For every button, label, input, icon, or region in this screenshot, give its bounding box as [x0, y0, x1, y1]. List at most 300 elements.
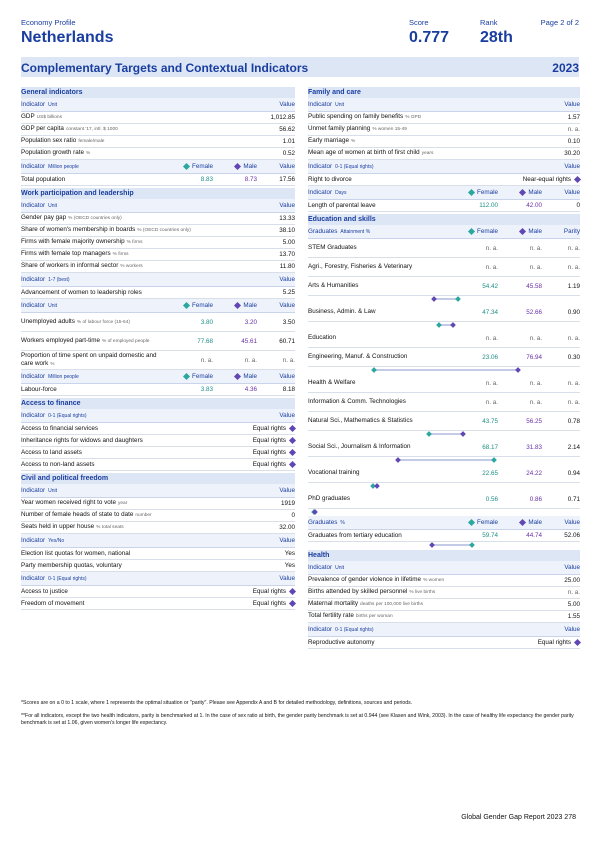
- row-female: 8.83: [200, 176, 213, 183]
- row-male: 8.73: [244, 176, 257, 183]
- row-label: [308, 576, 542, 585]
- row-unit: % firms: [126, 240, 143, 245]
- row-value-text: n. a.: [567, 126, 580, 133]
- row-value: [257, 562, 295, 569]
- row-label: [308, 379, 454, 387]
- row-label-text: Population sex ratio: [21, 137, 77, 144]
- header-indicator: [21, 202, 257, 209]
- row-value-text: 30.20: [564, 150, 580, 157]
- row-value-text: 52.06: [564, 532, 580, 539]
- footnote-2: **For all indicators, except the two health indicators, parity is benchmarked at 1. In the case of sex ratio at birth, the gender parity benchmark is set at 0.944 (see Klasen and Wink, 2003). In the case of healthy life expectancy the gender parity benchmark is set at 1.06, given women's longer life expectancy.: [21, 713, 574, 726]
- header-male: [498, 189, 542, 196]
- row-label-text: Number of female heads of state to date: [21, 511, 134, 518]
- row-value-text: 8.18: [282, 386, 295, 393]
- rights-diamond-icon: [289, 461, 296, 468]
- row-value-text: 0.52: [282, 150, 295, 157]
- row-unit: % total seats: [96, 525, 124, 530]
- row-value-text: Equal rights: [252, 449, 286, 456]
- row-label-text: GDP: [21, 113, 35, 120]
- row-value-text: 0.94: [567, 469, 580, 477]
- table-header-row: [21, 409, 295, 423]
- header-indicator: [21, 487, 257, 494]
- header-value: Value: [279, 373, 295, 380]
- rights-diamond-icon: [574, 639, 581, 646]
- row-value-text: Yes: [284, 550, 295, 557]
- section-title: Health: [308, 550, 580, 561]
- table-row: [21, 287, 295, 299]
- bar-line: [427, 433, 460, 435]
- row-label: [21, 461, 205, 469]
- row-value-text: 0: [291, 512, 295, 519]
- row-unit: constant '17, intl. $ 1000: [65, 127, 118, 132]
- header-unit: Unit: [48, 203, 58, 209]
- rank-label: Rank: [480, 18, 498, 27]
- row-label-text: Access to land assets: [21, 448, 82, 456]
- male-diamond-icon: [519, 189, 526, 196]
- row-unit: % (OECD countries only): [68, 216, 122, 221]
- table-row: [21, 498, 295, 510]
- row-label: [21, 226, 257, 235]
- row-label-text: Year women received right to vote: [21, 499, 116, 506]
- header-indicator: [21, 163, 169, 170]
- row-label-text: Freedom of movement: [21, 599, 85, 607]
- header-indicator-label: Indicator: [308, 189, 333, 196]
- row-value-text: 2.14: [567, 443, 580, 451]
- table-row: [308, 348, 580, 367]
- header-indicator-label: Indicator: [21, 163, 46, 170]
- header-female: [169, 163, 213, 170]
- row-value-text: Equal rights: [252, 600, 286, 607]
- table-row: [308, 393, 580, 412]
- female-diamond-icon: [183, 302, 190, 309]
- header-indicator: [21, 412, 257, 419]
- header-value: Value: [279, 101, 295, 108]
- header-female-label: Female: [477, 519, 498, 526]
- table-row: [21, 225, 295, 237]
- table-row: [308, 599, 580, 611]
- row-value: [257, 338, 295, 345]
- table-row: [308, 464, 580, 483]
- row-label: [308, 417, 454, 425]
- header-male-label: Male: [243, 163, 257, 170]
- header-unit: 0-1 (Equal rights): [335, 627, 374, 633]
- row-unit: % of employed people: [101, 338, 150, 344]
- table-row: [21, 174, 295, 186]
- gender-bar: [308, 367, 580, 373]
- row-value-text: 0.90: [567, 308, 580, 316]
- row-value-text: 1,012.85: [270, 114, 295, 121]
- row-label-text: Length of parental leave: [308, 201, 376, 209]
- row-value: [542, 444, 580, 451]
- score-label: Score: [409, 18, 429, 27]
- row-female: 23.06: [482, 353, 498, 361]
- table-row: [21, 332, 295, 351]
- gender-bar: [308, 542, 580, 548]
- row-label: [21, 588, 205, 596]
- row-value-text: 5.25: [282, 289, 295, 296]
- row-value-text: Yes: [284, 562, 295, 569]
- row-value: [542, 496, 580, 503]
- female-diamond-icon: [468, 519, 475, 526]
- row-unit: %: [50, 361, 55, 367]
- band-title: Complementary Targets and Contextual Indicators: [21, 61, 309, 75]
- header-female-label: Female: [477, 189, 498, 196]
- row-male: n. a.: [529, 398, 542, 406]
- table-header-row: [21, 160, 295, 174]
- row-male: n. a.: [529, 334, 542, 342]
- header-female-label: Female: [192, 373, 213, 380]
- table-row: [21, 522, 295, 534]
- rights-diamond-icon: [289, 588, 296, 595]
- header-indicator-label: Indicator: [21, 101, 46, 108]
- row-label-text: Births attended by skilled personnel: [308, 588, 408, 595]
- row-label-text: Firms with female top managers: [21, 250, 111, 257]
- header-male: [213, 302, 257, 309]
- row-value: [542, 150, 580, 157]
- row-unit: years: [421, 151, 434, 156]
- table-row: [21, 313, 295, 332]
- male-diamond-icon: [234, 373, 241, 380]
- row-value: [205, 588, 295, 595]
- header-male-label: Male: [528, 189, 542, 196]
- row-label-text: Unemployed adults: [21, 317, 75, 325]
- row-label: [308, 176, 490, 184]
- female-marker: [455, 296, 461, 302]
- row-label: [21, 523, 257, 532]
- table-row: [308, 374, 580, 393]
- row-label-text: Unmet family planning: [308, 125, 371, 132]
- row-value-text: n. a.: [567, 379, 580, 387]
- header-value: Value: [279, 412, 295, 419]
- row-label: [308, 495, 454, 503]
- male-marker: [395, 457, 401, 463]
- row-value: [257, 176, 295, 183]
- row-label: [21, 337, 169, 346]
- header-value: Value: [279, 575, 295, 582]
- header-indicator-label: Indicator: [308, 163, 333, 170]
- row-label: [308, 282, 454, 290]
- row-label: [308, 202, 454, 210]
- header-value: Value: [564, 189, 580, 196]
- section-title: Work participation and leadership: [21, 188, 295, 199]
- row-value: [257, 150, 295, 157]
- row-female: 77.68: [197, 337, 213, 345]
- table-row: [308, 329, 580, 348]
- row-label-text: Natural Sci., Mathematics & Statistics: [308, 417, 413, 424]
- row-value-text: 13.70: [279, 251, 295, 258]
- male-marker: [375, 483, 381, 489]
- table-header-row: [21, 98, 295, 112]
- table-row: [21, 384, 295, 396]
- header-female: [169, 373, 213, 380]
- gender-bar: [308, 431, 580, 437]
- row-female: 54.42: [482, 282, 498, 290]
- row-value: [205, 437, 295, 444]
- table-header-row: [21, 273, 295, 287]
- row-label-text: Engineering, Manuf. & Construction: [308, 353, 408, 360]
- header-male: [498, 519, 542, 526]
- row-value: [257, 524, 295, 531]
- row-label-text: Vocational training: [308, 469, 360, 476]
- rights-diamond-icon: [289, 437, 296, 444]
- row-label: [308, 532, 454, 540]
- row-female: n. a.: [485, 334, 498, 342]
- row-value-text: 32.00: [279, 524, 295, 531]
- row-female: n. a.: [485, 263, 498, 271]
- table-row: [21, 124, 295, 136]
- header-indicator-label: Indicator: [308, 101, 333, 108]
- row-label-text: Gender pay gap: [21, 214, 67, 221]
- row-value: [542, 335, 580, 342]
- row-label: [21, 238, 257, 247]
- section-title: Civil and political freedom: [21, 473, 295, 484]
- row-label-text: Party membership quotas, voluntary: [21, 561, 122, 569]
- gender-bar: [308, 296, 580, 302]
- row-value-text: 0.78: [567, 417, 580, 425]
- row-male: n. a.: [244, 356, 257, 364]
- row-value: [542, 126, 580, 133]
- row-label: [21, 113, 257, 122]
- row-label: [21, 600, 205, 608]
- row-male: 0.86: [529, 495, 542, 503]
- table-row: [21, 423, 295, 435]
- row-unit: %: [86, 151, 91, 156]
- table-row: [21, 447, 295, 459]
- row-value-text: 25.00: [564, 577, 580, 584]
- row-male: 24.22: [526, 469, 542, 477]
- row-female: 0.56: [485, 495, 498, 503]
- table-row: [308, 239, 580, 258]
- header-indicator: [21, 101, 257, 108]
- header-unit: 0-1 (Equal rights): [48, 413, 87, 419]
- row-value: [257, 138, 295, 145]
- header-indicator: [308, 163, 542, 170]
- header-female: [454, 228, 498, 235]
- row-label-text: Total fertility rate: [308, 612, 354, 619]
- gender-bar: [308, 322, 580, 328]
- row-value: [490, 176, 580, 183]
- row-label: [21, 289, 257, 297]
- header-unit: Million people: [48, 374, 79, 380]
- table-header-row: [21, 199, 295, 213]
- header-female-label: Female: [477, 228, 498, 235]
- row-value: [257, 319, 295, 326]
- row-unit: % live births: [409, 590, 436, 595]
- row-label-text: PhD graduates: [308, 495, 351, 502]
- table-row: [21, 148, 295, 160]
- row-value: [257, 227, 295, 234]
- table-row: [21, 548, 295, 560]
- header-indicator-label: Indicator: [21, 302, 46, 309]
- row-value-text: 0: [576, 202, 580, 209]
- row-value: [542, 202, 580, 209]
- male-diamond-icon: [234, 163, 241, 170]
- row-value: [542, 532, 580, 539]
- table-row: [308, 575, 580, 587]
- row-label: [21, 437, 205, 445]
- row-value-text: Near-equal rights: [522, 176, 571, 183]
- row-unit: female/male: [78, 139, 105, 144]
- header-unit: %: [340, 520, 345, 526]
- rank-value: 28th: [480, 29, 513, 46]
- header-unit: Unit: [48, 488, 58, 494]
- row-label: [21, 137, 257, 146]
- section-title: Education and skills: [308, 214, 580, 225]
- row-value-text: Equal rights: [252, 588, 286, 595]
- header-indicator-label: Indicator: [21, 373, 46, 380]
- row-value-text: 1.55: [567, 613, 580, 620]
- female-diamond-icon: [183, 163, 190, 170]
- section-title: General indicators: [21, 87, 295, 98]
- row-label-text: Social Sci., Journalism & Information: [308, 443, 411, 450]
- row-value: [257, 289, 295, 296]
- row-value-text: 38.10: [279, 227, 295, 234]
- row-value-text: 1.57: [567, 114, 580, 121]
- header-value: Value: [279, 537, 295, 544]
- table-row: [308, 611, 580, 623]
- header-indicator: [21, 302, 169, 309]
- row-label: [308, 588, 542, 597]
- row-value: [205, 449, 295, 456]
- bar-line: [396, 459, 493, 461]
- row-label-text: Graduates from tertiary education: [308, 531, 402, 539]
- header-indicator-label: Indicator: [21, 202, 46, 209]
- header-indicator: [21, 537, 257, 544]
- table-header-row: [308, 186, 580, 200]
- header-unit: Million people: [48, 164, 79, 170]
- female-marker: [491, 457, 497, 463]
- row-label: [21, 250, 257, 259]
- row-value: [257, 512, 295, 519]
- row-label-text: Population growth rate: [21, 149, 85, 156]
- section-band: [21, 57, 579, 77]
- row-value: [257, 550, 295, 557]
- table-header-row: [308, 516, 580, 530]
- header-value: Value: [279, 302, 295, 309]
- row-value-text: n. a.: [567, 334, 580, 342]
- row-unit: % of labour force (15-64): [76, 319, 130, 325]
- table-row: [308, 277, 580, 296]
- header-indicator: [308, 626, 542, 633]
- header-unit: Attainment %: [340, 229, 371, 235]
- row-value: [205, 461, 295, 468]
- row-male: 3.20: [244, 318, 257, 326]
- row-label-text: Access to non-land assets: [21, 460, 95, 468]
- row-label: [308, 639, 490, 647]
- row-value-text: 13.33: [279, 215, 295, 222]
- table-row: [308, 438, 580, 457]
- row-value: [257, 251, 295, 258]
- rights-diamond-icon: [574, 176, 581, 183]
- row-label: [21, 318, 169, 327]
- header-indicator-label: Indicator: [21, 537, 46, 544]
- row-label: [21, 499, 257, 508]
- row-label-text: Health & Welfare: [308, 379, 356, 386]
- header-value: Value: [564, 163, 580, 170]
- row-female: n. a.: [200, 356, 213, 364]
- row-label: [308, 353, 454, 361]
- row-value-text: 1919: [280, 500, 295, 507]
- row-label-text: Early marriage: [308, 137, 349, 144]
- row-male: 42.00: [526, 202, 542, 209]
- row-value: [257, 263, 295, 270]
- header-indicator-label: Indicator: [308, 564, 333, 571]
- row-label-text: Agri., Forestry, Fisheries & Veterinary: [308, 263, 413, 270]
- row-value: [542, 309, 580, 316]
- table-header-row: [21, 534, 295, 548]
- table-row: [308, 637, 580, 649]
- row-value: [542, 354, 580, 361]
- row-label-text: Education: [308, 334, 337, 341]
- gender-bar: [308, 509, 580, 515]
- row-label-text: Workers employed part-time: [21, 336, 100, 344]
- row-label: [308, 244, 454, 252]
- row-value-text: Equal rights: [252, 425, 286, 432]
- row-male: 76.94: [526, 353, 542, 361]
- male-diamond-icon: [519, 519, 526, 526]
- row-value-text: 5.00: [282, 239, 295, 246]
- table-row: [21, 261, 295, 273]
- bar-line: [372, 369, 515, 371]
- header-indicator: [21, 276, 257, 283]
- row-label-text: Access to justice: [21, 587, 68, 595]
- row-value-text: 5.00: [567, 601, 580, 608]
- row-unit: % women: [423, 578, 445, 583]
- row-value: [542, 613, 580, 620]
- header-female: [454, 189, 498, 196]
- rights-diamond-icon: [289, 449, 296, 456]
- row-label: [21, 125, 257, 134]
- header-male-label: Male: [243, 373, 257, 380]
- row-unit: deaths per 100,000 live births: [360, 602, 423, 607]
- score-value: 0.777: [409, 29, 450, 46]
- row-label: [21, 386, 169, 394]
- row-unit: % firms: [112, 252, 129, 257]
- table-row: [21, 351, 295, 370]
- right-column: [308, 85, 580, 649]
- table-row: [308, 112, 580, 124]
- row-label-text: Public spending on family benefits: [308, 113, 404, 120]
- table-row: [308, 587, 580, 599]
- row-label-text: Reproductive autonomy: [308, 638, 375, 646]
- row-label-text: Advancement of women to leadership roles: [21, 288, 142, 296]
- header-female-label: Female: [192, 302, 213, 309]
- header-value: Value: [279, 163, 295, 170]
- table-header-row: [308, 160, 580, 174]
- row-unit: % GPD: [405, 115, 422, 120]
- header-indicator-label: Graduates: [308, 519, 338, 526]
- male-diamond-icon: [519, 228, 526, 235]
- row-male: n. a.: [529, 263, 542, 271]
- row-value-text: 1.01: [282, 138, 295, 145]
- header-indicator-label: Indicator: [21, 575, 46, 582]
- female-diamond-icon: [183, 373, 190, 380]
- header-unit: 0-1 (Equal rights): [48, 576, 87, 582]
- row-value-text: 60.71: [279, 337, 295, 345]
- profile-label: Economy Profile: [21, 18, 76, 27]
- header-male-label: Male: [528, 228, 542, 235]
- table-row: [308, 148, 580, 160]
- row-label: [308, 113, 542, 122]
- row-label: [308, 600, 542, 609]
- row-label: [308, 334, 454, 342]
- row-label: [21, 562, 257, 570]
- female-diamond-icon: [468, 228, 475, 235]
- row-male: 4.36: [244, 386, 257, 393]
- row-value-text: 56.62: [279, 126, 295, 133]
- row-male: 31.83: [526, 443, 542, 451]
- row-label: [308, 398, 454, 406]
